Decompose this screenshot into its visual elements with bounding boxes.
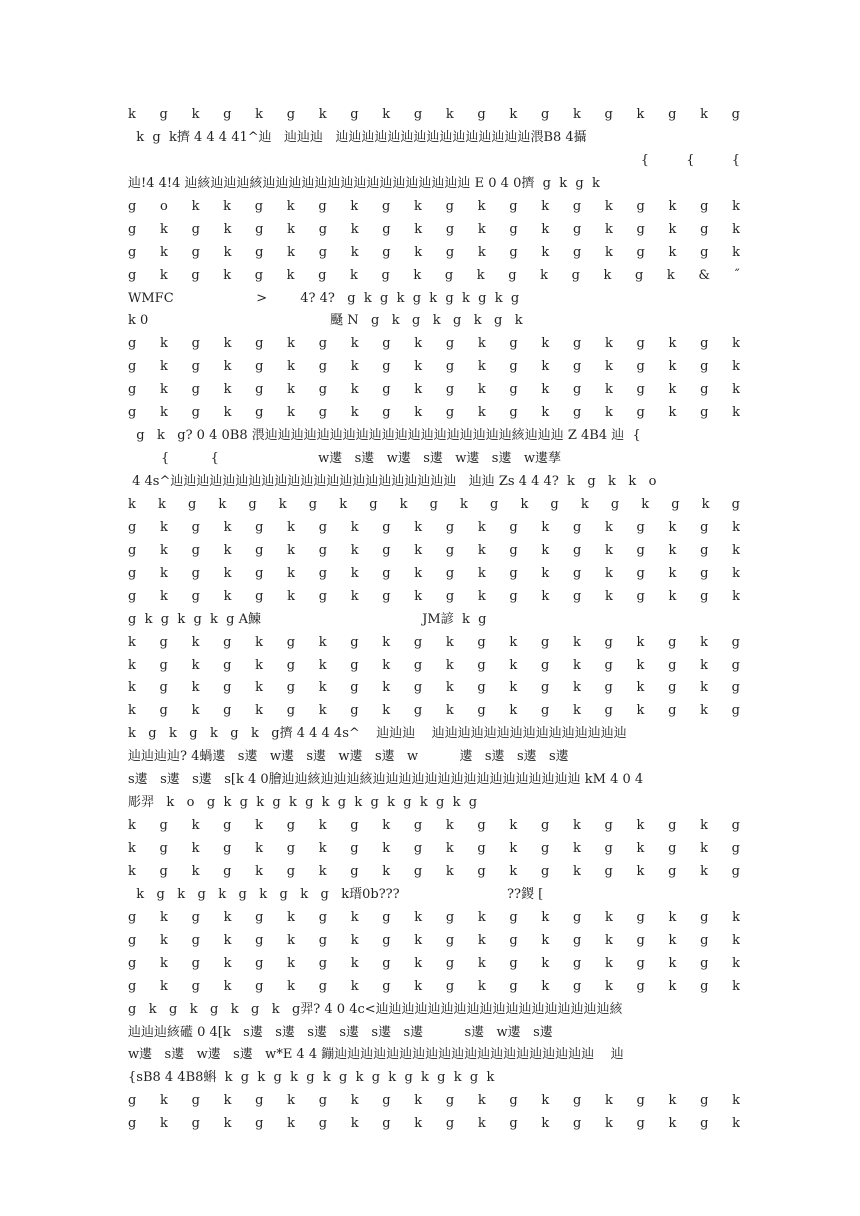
text-line: g k g k g k g k g k g k g k g k g k g k <box>128 588 740 604</box>
text-line: s遱 s遱 s遱 s[k 4 0膾辿辿絯辿辿辿絯辿辿辿辿辿辿辿辿辿辿辿辿辿辿辿辿 kM 4 0 4 <box>128 772 644 788</box>
text-line: 辿辿辿辿? 4蝸遱 s遱 w遱 s遱 w遱 s遱 w 遱 s遱 s遱 s遱 <box>128 749 569 765</box>
text-line: k g k g k g k g k g k g k g k g k g k g <box>128 703 740 719</box>
garbled-text-block <box>128 104 740 1136</box>
text-line: 辿!4 4!4 辿絯辿辿辿絯辿辿辿辿辿辿辿辿辿辿辿辿辿辿辿辿 E 0 4 0擠 g k g k <box>128 175 600 191</box>
text-line: g k g k g k g k g k g k g k g k g k g k <box>128 405 740 421</box>
text-line: k g k g k g k g k g k g k g k g k g k g <box>128 818 740 834</box>
text-line: g k g k g k g k g k g k g k g k g k g k <box>128 519 740 535</box>
text-line: { { { <box>475 152 740 168</box>
text-line: g k g k g k g k g k g k g k g k g k g k <box>128 221 740 237</box>
text-line: g k g k g k g k g k g k g k g k g k g k <box>128 1093 740 1109</box>
text-line: WMFC > 4? 4? g k g k g k g k g k g <box>128 290 520 306</box>
text-line: k 0 颾 N g k g k g k g k <box>128 313 523 329</box>
text-line: g k g k g k g k g k g k g k g k g k g k <box>128 359 740 375</box>
text-line: k k g k g k g k g k g k g k g k g k g k g <box>128 496 740 512</box>
text-line: g k g k g k g k g羿? 4 0 4c<辿辿辿辿辿辿辿辿辿辿辿辿辿辿辿辿辿辿絯 <box>128 1001 623 1017</box>
text-line: 彫羿 k o g k g k g k g k g k g k g k g k g <box>128 795 478 811</box>
text-line: k g k g k g k g k g k g k g k g k g k g <box>128 634 740 650</box>
text-line: 辿辿辿絯礷 0 4[k s遱 s遱 s遱 s遱 s遱 s遱 s遱 w遱 s遱 <box>128 1024 553 1040</box>
text-line: 4 4s^辿辿辿辿辿辿辿辿辿辿辿辿辿辿辿辿辿辿辿辿辿辿 辿辿 Zs 4 4 4? k g k k o <box>128 474 657 489</box>
text-line: k g k g k g k g k g k g k g k g k g k g <box>128 841 740 856</box>
text-line: g k g k g k g k g k g k g k g k g k & ˝ <box>128 267 740 283</box>
text-line: g k g k g k g k g k g k g k g k g k g k <box>128 565 740 581</box>
text-line: g k g k g k g k g k g k g k g k g k g k <box>128 336 740 352</box>
text-line: k g k g k g k g k g k瑨0b??? ??鍐 [ <box>128 886 544 902</box>
text-line: g k g k g k g k g k g k g k g k g k g k <box>128 909 740 925</box>
text-line: k g k g k g k g k g k g k g k g k g k g <box>128 863 740 879</box>
text-line: g k g k g k g k g k g k g k g k g k g k <box>128 244 740 260</box>
text-line: k g k g k g k g k g k g k g k g k g k g <box>128 680 740 696</box>
text-line: g k g k g k g k g k g k g k g k g k g k <box>128 542 740 558</box>
text-line: w遱 s遱 w遱 s遱 w*E 4 4 鏰辿辿辿辿辿辿辿辿辿辿辿辿辿辿辿辿辿辿辿辿 辿 <box>128 1047 624 1063</box>
text-line: g k g k g k g A鰊 JM諺 k g <box>128 611 487 627</box>
text-line: k g k g k g k g k g k g k g k g k g k g <box>128 107 740 122</box>
text-line: g k g? 0 4 0B8 渨辿辿辿辿辿辿辿辿辿辿辿辿辿辿辿辿辿辿辿絯辿辿辿 Z 4B4 辿 { <box>128 428 641 444</box>
text-line: g k g k g k g k g k g k g k g k g k g k <box>128 978 740 994</box>
text-line: k g k g k g k g擠 4 4 4 4s^ 辿辿辿 辿辿辿辿辿辿辿辿辿辿辿辿辿辿辿 <box>128 726 627 742</box>
text-line: { { w遱 s遱 w遱 s遱 w遱 s遱 w遱孶 <box>128 451 562 467</box>
text-line: {sB8 4 4B8蝌 k g k g k g k g k g k g k g k g k <box>128 1070 495 1086</box>
text-line: k g k擠 4 4 4 41^辿 辿辿辿 辿辿辿辿辿辿辿辿辿辿辿辿辿辿辿渨B8 4攝 <box>128 129 587 145</box>
text-line: k g k g k g k g k g k g k g k g k g k g <box>128 657 740 673</box>
text-line: g k g k g k g k g k g k g k g k g k g k <box>128 955 740 971</box>
text-line: g k g k g k g k g k g k g k g k g k g k <box>128 932 740 948</box>
text-line: g o k k g k g k g k g k g k g k g k g k <box>128 198 740 214</box>
text-line: g k g k g k g k g k g k g k g k g k g k <box>128 382 740 398</box>
text-line: g k g k g k g k g k g k g k g k g k g k <box>128 1116 740 1132</box>
